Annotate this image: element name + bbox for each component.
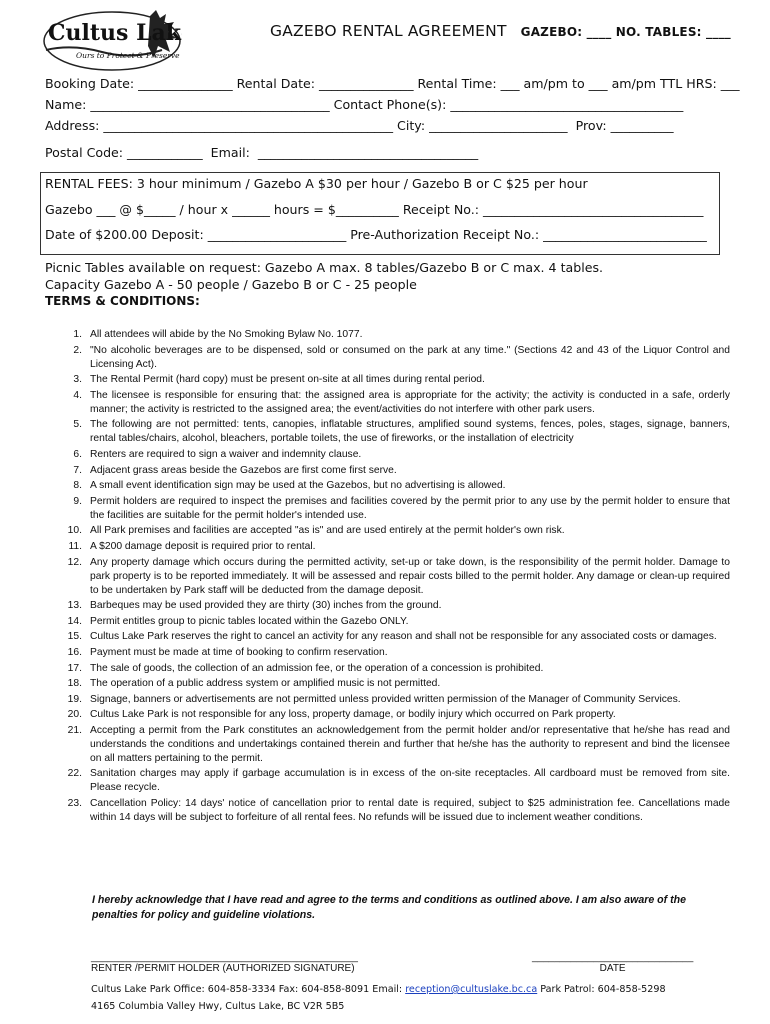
term-item [46,373,730,387]
terms-heading: TERMS & CONDITIONS: [45,294,200,308]
term-text: Barbeques may be used provided they are thirty (30) inches from the ground. [90,600,442,612]
term-item [46,418,730,446]
capacity-info: Capacity Gazebo A - 50 people / Gazebo B or C - 25 people [45,277,417,292]
svg-text:Cultus Lake: Cultus Lake [48,20,182,46]
term-item [46,708,730,722]
term-text: Payment must be made at time of booking to confirm reservation. [90,646,388,658]
term-item [46,448,730,462]
term-number: 19. [67,693,82,705]
term-item [46,630,730,644]
term-number: 8. [73,480,82,492]
term-text: Cultus Lake Park reserves the right to cancel an activity for any reason and shall not be responsible for any associated costs or damages. [90,631,717,643]
title-text: GAZEBO RENTAL AGREEMENT [270,22,507,40]
term-item [46,724,730,766]
date-label: DATE [599,963,626,974]
term-item [46,524,730,538]
term-text: All attendees will abide by the No Smoking Bylaw No. 1077. [90,329,363,340]
term-text: Cancellation Policy: 14 days' notice of cancellation prior to rental date is required, subject to $25 administration fee. Cancellations made within 14 days will be subject to forfeiture of all rental fees. No refunds will be issued due to inclement weather conditions. [90,798,730,824]
term-number: 20. [67,709,82,721]
term-item [46,599,730,613]
term-text: Adjacent grass areas beside the Gazebos are first come first serve. [90,464,397,476]
renter-signature-line: ________________________________________________ [91,952,358,963]
term-text: Permit entitles group to picnic tables located within the Gazebo ONLY. [90,615,409,627]
term-number: 12. [67,556,82,568]
term-text: Renters are required to sign a waiver and indemnity clause. [90,448,362,460]
term-number: 3. [73,374,82,386]
renter-signature-label: RENTER /PERMIT HOLDER (AUTHORIZED SIGNATURE) [91,963,355,974]
acknowledgement: I hereby acknowledge that I have read and agree to the terms and conditions as outlined above. I am also aware of the penalties for policy and guideline violations. [92,894,686,921]
term-text: "No alcoholic beverages are to be dispensed, sold or consumed on the park at any time." (Sections 42 and 43 of the Liquor Control and Licensing Act). [90,344,730,370]
term-text: Cultus Lake Park is not responsible for any loss, property damage, or bodily injury which occurred on Park property. [90,709,616,721]
term-text: The sale of goods, the collection of an admission fee, or the operation of a concession is prohibited. [90,662,544,674]
term-item [46,479,730,493]
term-number: 6. [73,448,82,460]
term-item [46,344,730,372]
page-title [270,22,731,40]
term-number: 5. [73,419,82,431]
term-number: 2. [73,344,82,356]
booking-rental-line[interactable]: Booking Date: _______________ Rental Date: _______________ Rental Time: ___ am/pm to ___ am/pm TTL HRS: ___ [45,76,740,91]
term-number: 13. [67,600,82,612]
cultus-lake-logo [42,10,182,72]
term-text: A small event identification sign may be used at the Gazebos, but no advertising is allowed. [90,480,506,492]
term-text: The following are not permitted: tents, canopies, inflatable structures, amplified sound systems, fences, poles, stages, signage, banners, rental tables/chairs, alcohol, bleachers, portable toilets, the use of fireworks, or the installation of electricity [90,419,730,445]
term-text: All Park premises and facilities are accepted "as is" and are used entirely at the permit holder's own risk. [90,525,565,537]
footer-contact [91,984,666,995]
term-item [46,677,730,691]
date-line: _____________________________ [532,952,694,963]
term-text: Permit holders are required to inspect the premises and facilities covered by the permit prior to any use by the permit holder to ensure that the facilities are suitable for the permit holder's intended use. [90,495,730,521]
term-item [46,797,730,825]
footer-address: 4165 Columbia Valley Hwy, Cultus Lake, BC V2R 5B5 [91,1001,345,1012]
term-item [46,389,730,417]
renter-signature[interactable] [91,952,358,974]
term-item [46,662,730,676]
term-item [46,615,730,629]
term-item [46,540,730,554]
term-number: 1. [73,329,82,340]
address-line[interactable]: Address: ______________________________________________ City: ______________________ Prov: __________ [45,118,674,133]
term-item [46,495,730,523]
term-number: 4. [73,389,82,401]
term-number: 15. [67,631,82,643]
term-item [46,767,730,795]
term-item [46,556,730,598]
term-number: 21. [67,724,82,736]
term-number: 7. [73,464,82,476]
term-number: 18. [67,678,82,690]
rental-fees-box [40,172,720,255]
term-text: Accepting a permit from the Park constitutes an acknowledgement from the permit holder and/or representative that he/she has read and understands the conditions and undertakings contained therein and further that he/she has the authority to represent and bind the licensee on all matters pertaining to the permit. [90,724,730,764]
term-number: 10. [67,525,82,537]
term-text: The operation of a public address system or amplified music is not permitted. [90,678,441,690]
footer-contact-prefix: Cultus Lake Park Office: 604-858-3334 Fax: 604-858-8091 Email: [91,984,406,995]
date-signature[interactable] [532,952,693,974]
term-number: 9. [73,495,82,507]
name-phone-line[interactable]: Name: ______________________________________ Contact Phone(s): _____________________________________ [45,97,684,112]
terms-list [46,328,730,827]
email-link[interactable]: reception@cultuslake.bc.ca [405,984,538,995]
term-text: A $200 damage deposit is required prior to rental. [90,540,316,552]
term-item [46,328,730,342]
term-number: 14. [67,615,82,627]
postal-email-line[interactable]: Postal Code: ____________ Email: ___________________________________ [45,145,479,160]
footer-contact-suffix: Park Patrol: 604-858-5298 [537,984,666,995]
gazebo-tables-field[interactable]: GAZEBO: ____ NO. TABLES: ____ [520,25,731,39]
term-text: The Rental Permit (hard copy) must be present on-site at all times during rental period. [90,374,485,386]
term-item [46,693,730,707]
term-item [46,646,730,660]
term-item [46,464,730,478]
term-text: Signage, banners or advertisements are not permitted unless provided written permission of the Manager of Community Services. [90,693,681,705]
picnic-tables-info: Picnic Tables available on request: Gazebo A max. 8 tables/Gazebo B or C max. 4 tables. [45,260,604,275]
svg-text:Ours to Protect & Preserve: Ours to Protect & Preserve [76,51,180,60]
rental-fees-text: RENTAL FEES: 3 hour minimum / Gazebo A $30 per hour / Gazebo B or C $25 per hour [45,176,588,191]
term-text: Any property damage which occurs during the permitted activity, set-up or take down, is the responsibility of the permit holder. Damage to park property is to be reported immediately. It will be assessed and repair costs billed to the permit holder. Any damage or clean-up required to be undertaken by Park staff will be deducted from the damage deposit. [90,556,730,596]
term-number: 11. [68,540,82,552]
term-number: 17. [67,662,82,674]
deposit-line[interactable]: Date of $200.00 Deposit: ______________________ Pre-Authorization Receipt No.: __________________________ [45,227,707,242]
gazebo-calc-line[interactable]: Gazebo ___ @ $_____ / hour x ______ hours = $__________ Receipt No.: ___________________________________ [45,202,704,217]
term-text: The licensee is responsible for ensuring that: the assigned area is appropriate for the activity; the activity is conducted in a safe, orderly manner; the activity is restricted to the assigned area; the event/activities do not interfere with other park users. [90,389,730,415]
term-number: 16. [67,646,82,658]
term-number: 22. [67,768,82,780]
term-number: 23. [67,798,82,810]
term-text: Sanitation charges may apply if garbage accumulation is in excess of the on-site receptacles. All cardboard must be removed from site. Please recycle. [90,768,730,794]
